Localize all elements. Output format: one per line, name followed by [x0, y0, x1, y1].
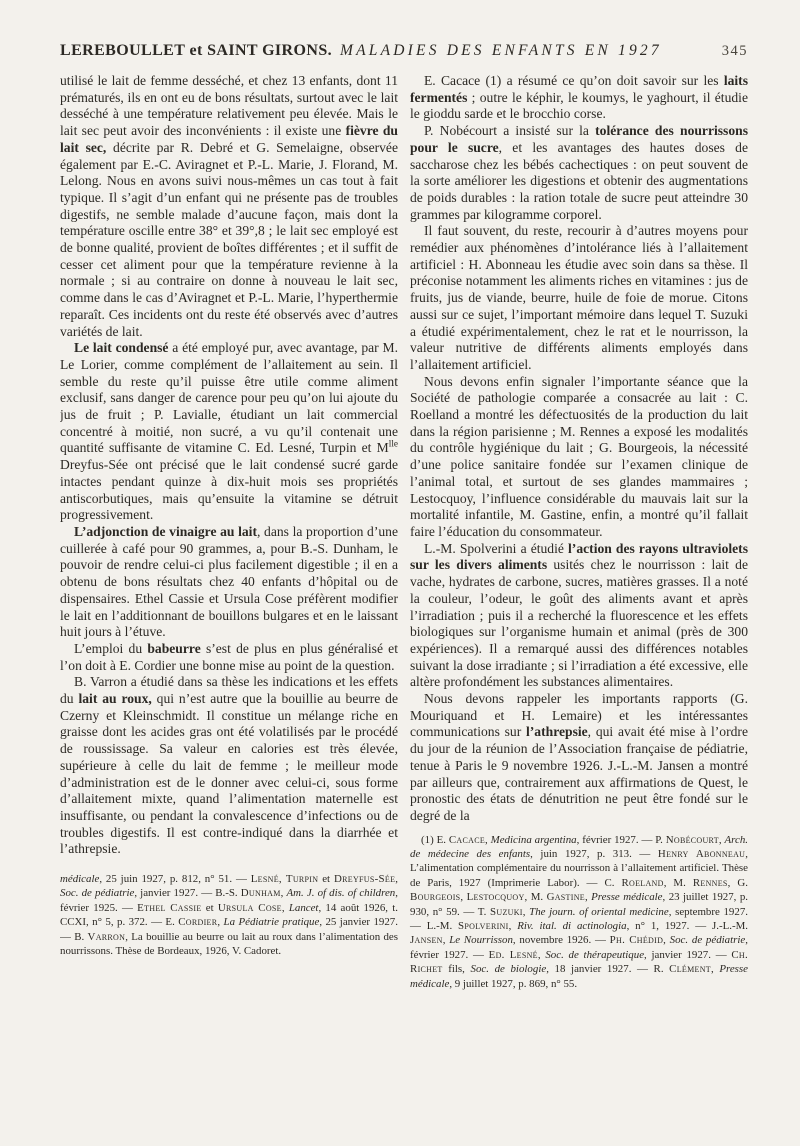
- text-run: Ch. Richet: [410, 948, 748, 976]
- text-run: Cordier: [178, 916, 218, 929]
- header-book-title: MALADIES DES ENFANTS EN 1927: [340, 42, 662, 59]
- text-run: L.-M. Spolverini a étudié: [424, 540, 569, 556]
- text-run: Nous devons enfin signaler l’importante séance que la Société de pathologie comparée a consacrée au lait : C. Roelland a montré les défectuosités de la production du lait dans la région parisienne ; M. Rennes a exposé les modalités du contrôle hygiénique du lait ; G. Bourgeois, la nécessité d’une police sanitaire fondée sur l’examen clinique de l’animal total, et surtout de ses glandes mammaires ; Lestocquoy, l’influence considérable du mauvais lait sur la mortalité infantile, M. Gastine, enfin, a montré qu’il fallait faire l’éducation du consommateur.: [410, 373, 748, 539]
- text-run: Medicina argentina: [490, 833, 577, 846]
- text-run: Le lait condensé: [74, 340, 169, 356]
- text-run: babeurre: [147, 640, 201, 656]
- text-run: L’adjonction de vinaigre au lait: [74, 523, 257, 539]
- paragraph: [410, 691, 748, 825]
- text-run: Dreyfus-Sée: [333, 873, 396, 886]
- text-run: P. Nobécourt a insisté sur la: [424, 123, 596, 139]
- left-column: [60, 73, 398, 1117]
- text-run: Ursula Cose: [217, 901, 282, 914]
- text-run: décrite par R. Debré et G. Semelaigne, observée également par E.-C. Aviragnet et P.-L. Marie, J. Florand, M. Lelong. Nous en avons suivi nous-mêmes un cas tout à fait typique. Il s’agit d’un enfant qui ne présente pas de troubles digestifs, ne semble malade d’aucune façon, mais dont la température oscille entre 38° et 39°,8 ; le lait sec employé est de bonne qualité, provient de boîtes différentes ; et il suffit de cesser cet aliment pour que la température revienne à la normale ; si au contraire on donne à nouveau le lait sec, comme dans le cas d’Aviragnet et P.-L. Marie, l’hyperthermie reparaît. Ces incidents ont du reste été observés avec d’autres variétés de lait.: [60, 139, 398, 339]
- text-run: Henry Abonneau: [657, 848, 746, 861]
- page-header: [60, 42, 748, 60]
- text-run: ,: [584, 891, 592, 904]
- text-run: , dans la proportion d’une cuillerée à café pour 90 grammes, a, pour B.-S. Dunham, le pouvoir de rendre celui-ci plus facilement digestible ; il en a obtenu de bons résultats chez 40 enfants d’hôpital ou de dispensaires. Ethel Cassie et Ursula Cose préfèrent modifier le lait en l’additionnant de bouillons bulgares et en le laissant huit jours à l’étuve.: [60, 523, 398, 640]
- text-run: Varron: [87, 930, 126, 943]
- text-run: Dreyfus-Sée ont précisé que le lait condensé sucré garde intactes pendant quinze à dix-huit mois ses propriétés antiscorbutiques, mais qu’ensuite la vitamine se détruit progressivement.: [60, 457, 398, 523]
- text-run: , février 1927. —: [410, 934, 748, 961]
- text-run: B. Varron a étudié dans sa thèse les indications et les effets du: [60, 674, 398, 707]
- text-run: , qui avait été mise à l’ordre du jour de la réunion de l’Association française de pédiatrie, tenue à Paris le 9 novembre 1926. J.-L.-M. Jansen a montré par ailleurs que, contrairement aux affirmations de Quest, le pronostic des états de dénutrition ne peut être fondé sur le degré de la: [410, 724, 748, 823]
- text-run: Soc. de thérapeutique: [545, 948, 645, 961]
- paragraph: [410, 374, 748, 541]
- text-run: (1) E.: [421, 833, 449, 846]
- text-run: Roeland: [621, 876, 664, 889]
- text-run: qui n’est autre que la bouillie au beurre de Czerny et Kleinschmidt. Il constitue un mélange riche en graisse dont les acides gras ont été volatilisés par le procédé de roussissage. Sa valeur en calories est très élevée, supérieure à celle du lait de femme ; le meilleur mode d’administration est de le donner avec celui-ci, sous forme d’allaitement mixte, quand l’alimentation maternelle est insuffisante, ou pendant la convalescence d’infections ou de troubles digestifs. Il est contre-indiqué dans la diarrhée et l’athrepsie.: [60, 691, 398, 857]
- text-run: ,: [537, 948, 546, 961]
- text-run: Suzuki: [490, 905, 523, 918]
- text-run: Nobécourt: [665, 833, 719, 846]
- text-run: ,: [460, 891, 467, 904]
- text-run: , G.: [727, 876, 748, 889]
- text-run: Lestocquoy: [466, 891, 525, 904]
- text-run: The journ. of oriental medicine: [529, 905, 669, 918]
- paragraph: [60, 340, 398, 524]
- text-run: , M.: [663, 876, 693, 889]
- text-run: lle: [388, 438, 398, 449]
- text-run: , M.: [524, 891, 547, 904]
- text-run: , juin 1927, p. 313. —: [530, 848, 658, 861]
- text-run: ,: [217, 916, 224, 929]
- paragraph: [60, 73, 398, 340]
- text-run: , 18 janvier 1927. — R.: [546, 963, 670, 976]
- text-run: Am. J. of dis. of children: [286, 887, 396, 900]
- paragraph: [60, 674, 398, 858]
- text-run: ,: [395, 873, 398, 886]
- running-head: [60, 42, 662, 60]
- text-run: Rennes: [692, 876, 728, 889]
- text-run: , janvier 1927. — B.-S.: [134, 887, 241, 900]
- text-run: ,: [663, 934, 670, 947]
- text-run: et: [201, 901, 218, 914]
- text-run: , février 1927. — P.: [576, 833, 666, 846]
- text-run: , L’alimentation complémentaire du nourrisson à l’allaitement artificiel. Thèse de Paris, 1927 (Imprimerie Labor). — C.: [410, 848, 748, 889]
- text-run: Riv. ital. di actinologia: [517, 920, 627, 933]
- text-run: médicale: [60, 873, 100, 886]
- text-run: , La bouillie au beurre ou lait au roux dans l’alimentation des nourrissons. Thèse de Bordeaux, 1926, V. Cadoret.: [60, 930, 399, 958]
- paragraph: [60, 641, 398, 674]
- text-run: ; outre le képhir, le koumys, le yaghourt, il étudie le gioddu sarde et le brocchio corse.: [410, 89, 748, 122]
- text-run: ,: [281, 901, 289, 914]
- text-run: Presse médicale: [591, 891, 663, 904]
- text-run: Lancet: [288, 901, 319, 914]
- text-run: Lesné, Turpin: [250, 873, 319, 886]
- text-run: , septembre 1927. — L.-M.: [410, 905, 748, 933]
- text-run: usités chez le nourrisson : lait de vache, hydrates de carbone, sucres, matières grasses. Il a noté la couleur, l’odeur, le goût des aliments avant et après l’irradiation ; puis il a recherché la fluorescence et les effets biologiques sur l’organisme humain et animal (près de 300 expériences). Il a remarqué aussi des différences notables suivant la dose irradiante ; si l’irradiation a été excessive, elle altère profondément les substances alimentaires.: [410, 557, 748, 690]
- header-authors: LEREBOULLET et SAINT GIRONS.: [60, 42, 333, 59]
- text-run: Il faut souvent, du reste, recourir à d’autres moyens pour remédier aux phénomènes d’intolérance liés à l’allaitement artificiel : H. Abonneau les étudie avec soin dans sa thèse. Il préconise notamment les aliments riches en vitamines : jus de fruits, jus de viande, beurre, huile de foie de morue. Citons aussi sur ce sujet, l’important mémoire dans lequel T. Suzuki a étudié expérimentalement, chez le rat et le nourrisson, la valeur nutritive de différents aliments employés dans l’allaitement artificiel.: [410, 223, 748, 372]
- text-run: utilisé le lait de femme desséché, et chez 13 enfants, dont 11 prématurés, ils en ont eu de bons résultats, surtout avec le lait desséché à une température relativement peu élevée. Mais le lait sec peut avoir des inconvénients : il existe une: [60, 73, 398, 139]
- text-run: ,: [280, 887, 287, 900]
- text-run: fils,: [442, 963, 471, 976]
- text-run: Ed. Lesné: [488, 948, 538, 961]
- text-run: ,: [485, 833, 491, 846]
- text-run: s’est de plus en plus généralisé et l’on doit à E. Cordier une bonne mise au point de la question.: [60, 640, 398, 673]
- text-run: Arch. de médecine des enfants: [410, 833, 748, 861]
- text-run: ,: [442, 934, 450, 947]
- page-number: 345: [721, 43, 748, 59]
- text-run: Presse médicale: [410, 963, 748, 990]
- right-column-footnote: [410, 833, 748, 991]
- two-column-layout: [60, 73, 748, 1117]
- text-run: Clément: [669, 963, 711, 976]
- paragraph: [410, 541, 748, 691]
- right-column: [410, 73, 748, 1117]
- text-run: , 25 juin 1927, p. 812, n° 51. —: [99, 873, 251, 886]
- text-run: La Pédiatrie pratique: [223, 916, 320, 929]
- text-run: Le Nourrisson: [449, 934, 513, 947]
- text-run: Ethel Cassie: [137, 901, 202, 914]
- text-run: laits fermentés: [410, 73, 748, 105]
- text-run: Bourgeois: [410, 891, 461, 904]
- text-run: ,: [718, 833, 725, 846]
- paragraph: [410, 223, 748, 373]
- text-run: , 25 janvier 1927. — B.: [60, 916, 398, 943]
- text-run: Ph. Chédid: [609, 934, 664, 947]
- text-run: , janvier 1927. —: [644, 948, 732, 961]
- text-run: et: [318, 873, 334, 886]
- left-column-footnote: [60, 872, 398, 958]
- text-run: Soc. de pédiatrie: [60, 887, 135, 900]
- text-run: a été employé pur, avec avantage, par M. Le Lorier, comme complément de l’allaitement au sein. Il semble du reste qu’il puisse être utile comme aliment exclusif, sans danger de carence pour peu qu’on lui ajoute du jus de fruit ; P. Lavialle, étudiant un lait commercial concentré à moitié, non sucré, a vu qu’il contenait une quantité suffisante de vitamine C. Ed. Lesné, Turpin et M: [60, 340, 398, 456]
- text-run: , 9 juillet 1927, p. 869, n° 55.: [449, 977, 578, 990]
- text-run: Nous devons rappeler les importants rapports (G. Mouriquand et H. Lemaire) et les intéressantes communications sur: [410, 691, 748, 740]
- left-column-body: [60, 73, 398, 858]
- text-run: Soc. de pédiatrie: [669, 934, 746, 947]
- text-run: , 23 juillet 1927, p. 930, n° 59. — T.: [410, 891, 748, 918]
- text-run: , 14 août 1926, t. CCXI, n° 5, p. 372. — E.: [60, 901, 398, 929]
- right-column-body: [410, 73, 748, 825]
- text-run: Cacace: [448, 833, 486, 846]
- text-run: L’emploi du: [74, 640, 148, 656]
- text-run: ,: [710, 963, 720, 976]
- text-run: fièvre du lait sec,: [60, 123, 398, 155]
- text-run: l’action des rayons ultraviolets sur les divers aliments: [410, 540, 748, 573]
- text-run: Gastine: [546, 891, 585, 904]
- text-run: Spolverini: [458, 920, 509, 933]
- text-run: l’athrepsie: [526, 724, 588, 740]
- text-run: tolérance des nourrissons pour le sucre: [410, 123, 748, 155]
- text-run: Jansen: [410, 934, 443, 947]
- text-run: Soc. de biologie: [470, 963, 547, 976]
- text-run: , n° 1, 1927. — J.-L.-M.: [626, 920, 748, 933]
- text-run: ,: [522, 905, 530, 918]
- paragraph: [60, 524, 398, 641]
- text-run: Dunham: [240, 887, 281, 900]
- text-run: ,: [508, 920, 518, 933]
- paragraph: [410, 73, 748, 123]
- text-run: E. Cacace (1) a résumé ce qu’on doit savoir sur les: [424, 73, 724, 88]
- text-run: , novembre 1926. —: [512, 934, 610, 947]
- text-run: , et les avantages des hautes doses de saccharose chez les bébés cachectiques : on peut souvent de la sorte améliorer les digestions et obtenir des augmentations de poids durables : la ration totale de sucre peut atteindre 30 grammes par kilogramme corporel.: [410, 139, 748, 222]
- text-run: , février 1925. —: [60, 887, 398, 914]
- text-run: lait au roux,: [78, 691, 152, 707]
- paragraph: [410, 123, 748, 223]
